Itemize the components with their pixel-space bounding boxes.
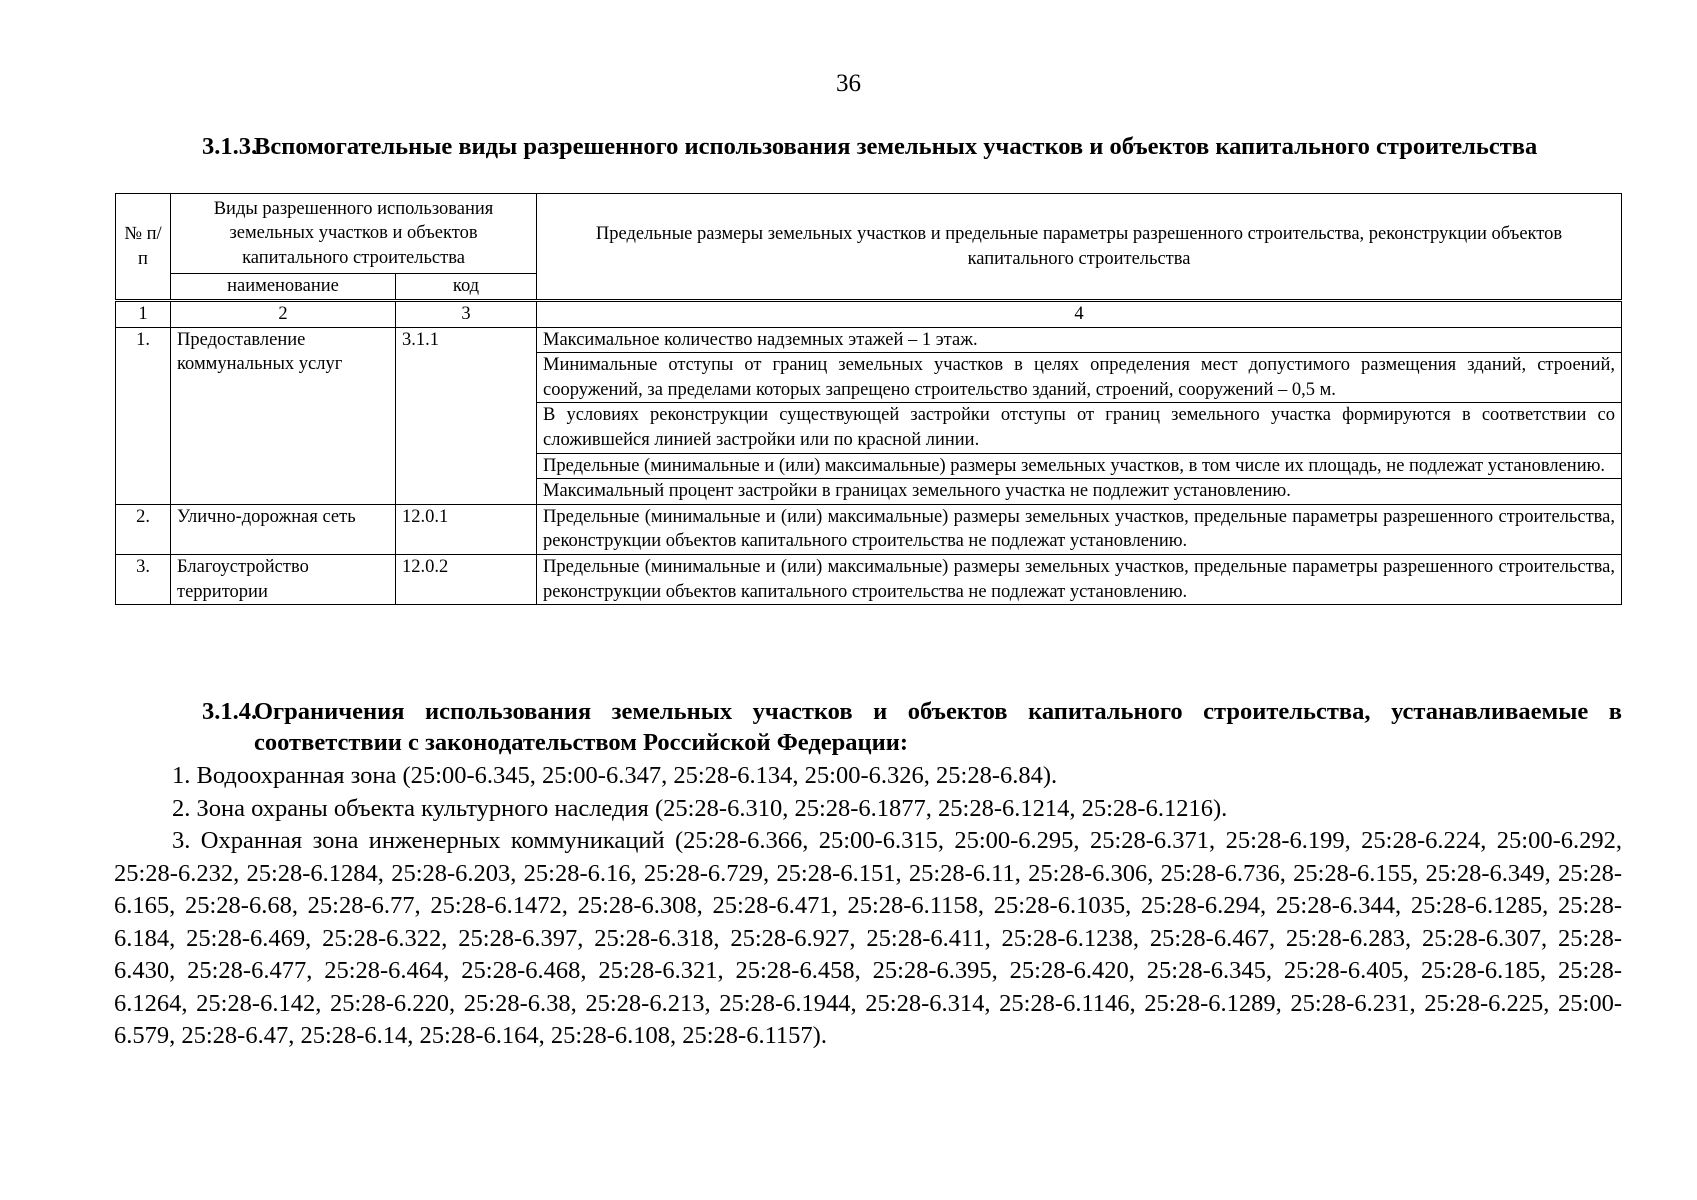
header-cell-name: наименование: [171, 274, 396, 300]
table-row: [116, 504, 1622, 554]
index-cell: 3: [396, 302, 537, 328]
restriction-item: 3. Охранная зона инженерных коммуникаций (25:28-6.366, 25:00-6.315, 25:00-6.295, 25:28-6.371, 25:28-6.199, 25:28-6.224, 25:00-6.292, 25:28-6.232, 25:28-6.1284, 25:28-6.203, 25:28-6.16, 25:28-6.729, 25:28-6.151, 25:28-6.11, 25:28-6.306, 25:28-6.736, 25:28-6.155, 25:28-6.349, 25:28-6.165, 25:28-6.68, 25:28-6.77, 25:28-6.1472, 25:28-6.308, 25:28-6.471, 25:28-6.1158, 25:28-6.1035, 25:28-6.294, 25:28-6.344, 25:28-6.1285, 25:28-6.184, 25:28-6.469, 25:28-6.322, 25:28-6.397, 25:28-6.318, 25:28-6.927, 25:28-6.411, 25:28-6.1238, 25:28-6.467, 25:28-6.283, 25:28-6.307, 25:28-6.430, 25:28-6.477, 25:28-6.464, 25:28-6.468, 25:28-6.321, 25:28-6.458, 25:28-6.395, 25:28-6.420, 25:28-6.345, 25:28-6.405, 25:28-6.185, 25:28-6.1264, 25:28-6.142, 25:28-6.220, 25:28-6.38, 25:28-6.213, 25:28-6.1944, 25:28-6.314, 25:28-6.1146, 25:28-6.1289, 25:28-6.231, 25:28-6.225, 25:00-6.579, 25:28-6.47, 25:28-6.14, 25:28-6.164, 25:28-6.108, 25:28-6.1157).: [114, 827, 1622, 1049]
row-name: Предоставление коммунальных услуг: [171, 327, 396, 504]
index-cell: 2: [171, 302, 396, 328]
row-param: Предельные (минимальные и (или) максимальные) размеры земельных участков, предельные параметры разрешенного строительства, реконструкции объектов капитального строительства не подлежат установлению.: [537, 504, 1622, 554]
row-number: 1.: [116, 327, 171, 504]
section-heading-3-1-4: [114, 696, 1622, 758]
table-header: [115, 193, 1622, 300]
data-table: [115, 301, 1622, 605]
index-cell: 4: [537, 302, 1622, 328]
row-param: Максимальное количество надземных этажей – 1 этаж.: [537, 327, 1622, 353]
restriction-item: 1. Водоохранная зона (25:00-6.345, 25:00-6.347, 25:28-6.134, 25:00-6.326, 25:28-6.84).: [172, 762, 1058, 789]
header-cell-code: код: [396, 274, 537, 300]
section-heading-3-1-3: [114, 131, 1622, 162]
row-number: 2.: [116, 504, 171, 554]
table-row: [116, 554, 1622, 604]
section-number: 3.1.3.: [202, 133, 258, 160]
header-cell-limits: Предельные размеры земельных участков и предельные параметры разрешенного строительства, реконструкции объектов капитального строительства: [537, 194, 1622, 300]
row-code: 12.0.1: [396, 504, 537, 554]
table-row: [116, 327, 1622, 353]
restriction-item: 2. Зона охраны объекта культурного наследия (25:28-6.310, 25:28-6.1877, 25:28-6.1214, 25:28-6.1216).: [172, 794, 1228, 822]
restrictions-list: [114, 760, 1622, 1053]
header-cell-number: № п/п: [116, 194, 171, 300]
row-number: 3.: [116, 554, 171, 604]
row-param: Минимальные отступы от границ земельных участков в целях определения мест допустимого размещения зданий, строений, сооружений, за пределами которых запрещено строительство зданий, строений, сооружений – 0,5 м.: [537, 353, 1622, 403]
row-param: Максимальный процент застройки в границах земельного участка не подлежит установлению.: [537, 479, 1622, 505]
section-title: Ограничения использования земельных участков и объектов капитального строительства, устанавливаемые в соответствии с законодательством Российской Федерации:: [254, 698, 1622, 756]
row-code: 12.0.2: [396, 554, 537, 604]
index-row: [116, 302, 1622, 328]
header-cell-types: Виды разрешенного использования земельных участков и объектов капитального строительства: [171, 194, 537, 274]
section-title: Вспомогательные виды разрешенного использования земельных участков и объектов капитального строительства: [254, 133, 1538, 160]
row-param: Предельные (минимальные и (или) максимальные) размеры земельных участков, предельные параметры разрешенного строительства, реконструкции объектов капитального строительства не подлежат установлению.: [537, 554, 1622, 604]
row-param: В условиях реконструкции существующей застройки отступы от границ земельного участка формируются в соответствии со сложившейся линией застройки или по красной линии.: [537, 403, 1622, 453]
page-number: 36: [836, 70, 861, 97]
index-cell: 1: [116, 302, 171, 328]
row-name: Улично-дорожная сеть: [171, 504, 396, 554]
row-code: 3.1.1: [396, 327, 537, 504]
row-param: Предельные (минимальные и (или) максимальные) размеры земельных участков, в том числе их площадь, не подлежат установлению.: [537, 453, 1622, 479]
row-name: Благоустройство территории: [171, 554, 396, 604]
section-number: 3.1.4.: [202, 698, 258, 725]
